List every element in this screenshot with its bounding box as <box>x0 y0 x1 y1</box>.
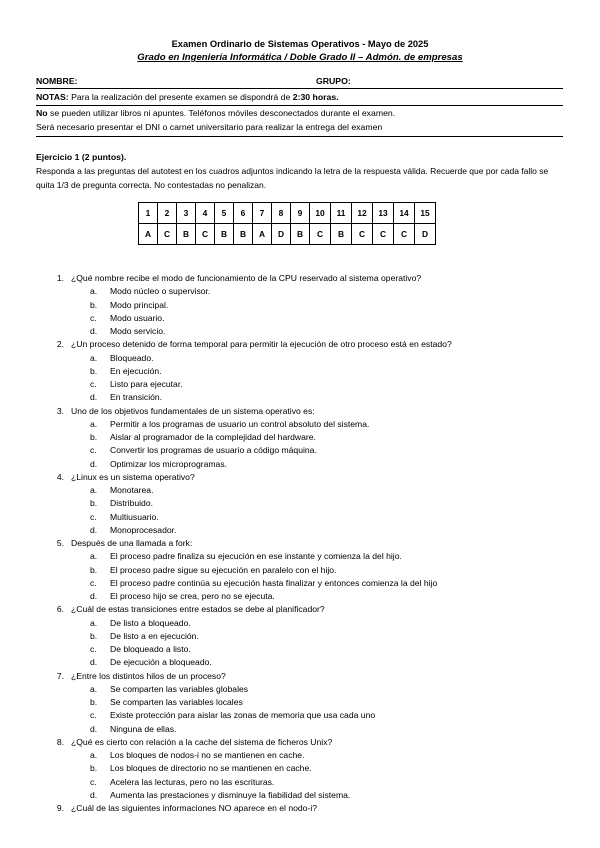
answer-number-cell: 1 <box>139 203 158 224</box>
option-item <box>52 617 572 630</box>
answer-letter-row <box>139 224 436 245</box>
note-materials <box>36 107 563 120</box>
option-text: Monoprocesador. <box>110 524 177 535</box>
option-text: De bloqueado a listo. <box>110 644 191 654</box>
grupo-label: GRUPO: <box>316 76 351 86</box>
question-text: ¿Cuál de estas transiciones entre estados se debe al planificador? <box>71 604 325 615</box>
answer-number-row <box>139 203 436 224</box>
option-letter: a. <box>90 286 98 297</box>
answer-table <box>138 202 436 245</box>
option-letter: b. <box>90 432 98 442</box>
option-item <box>52 577 572 590</box>
option-letter: d. <box>90 458 98 469</box>
question-text: ¿Qué nombre recibe el modo de funcionamiento de la CPU reservado al sistema operativo? <box>71 273 422 283</box>
option-text: El proceso padre finaliza su ejecución en ese instante y comienza la del hijo. <box>110 551 402 562</box>
answer-number-cell: 13 <box>373 203 394 224</box>
option-item <box>52 352 572 365</box>
option-letter: c. <box>90 379 97 389</box>
answer-letter-cell: C <box>196 224 215 245</box>
option-letter: c. <box>90 776 97 787</box>
answer-number-cell: 4 <box>196 203 215 224</box>
option-item <box>52 299 572 312</box>
option-text: Distribuido. <box>110 498 153 509</box>
option-text: Se comparten las variables globales <box>110 683 249 694</box>
option-item <box>52 776 572 789</box>
question-item <box>52 405 572 418</box>
answer-letter-cell: A <box>253 224 272 245</box>
option-letter: d. <box>90 326 98 336</box>
option-letter: d. <box>90 789 98 800</box>
option-text: Modo servicio. <box>110 326 166 336</box>
option-item <box>52 444 572 457</box>
option-item <box>52 378 572 391</box>
question-number: 2. <box>56 339 64 350</box>
option-text: Monotarea. <box>110 485 154 495</box>
option-letter: a. <box>90 551 98 562</box>
answer-letter-cell: B <box>177 224 196 245</box>
option-item <box>52 550 572 563</box>
option-letter: c. <box>90 577 97 588</box>
question-text: Después de una llamada a fork: <box>71 538 193 548</box>
option-text: Aislar al programador de la complejidad del hardware. <box>110 432 316 442</box>
answer-letter-cell: B <box>331 224 352 245</box>
option-item <box>52 683 572 696</box>
option-text: De listo a en ejecución. <box>110 630 199 641</box>
option-text: Aumenta las prestaciones y disminuye la fiabilidad del sistema. <box>110 789 351 800</box>
answer-letter-cell: C <box>158 224 177 245</box>
question-item <box>52 736 572 749</box>
option-text: Modo principal. <box>110 299 169 310</box>
option-item <box>52 762 572 775</box>
option-text: El proceso padre sigue su ejecución en paralelo con el hijo. <box>110 564 337 575</box>
answer-number-cell: 10 <box>310 203 331 224</box>
option-text: De listo a bloqueado. <box>110 617 191 628</box>
answer-letter-cell: C <box>352 224 373 245</box>
option-item <box>52 564 572 577</box>
question-number: 3. <box>56 405 64 416</box>
exam-title: Examen Ordinario de Sistemas Operativos - Mayo de 2025 <box>171 39 429 49</box>
option-letter: a. <box>90 352 98 363</box>
question-item <box>52 802 572 815</box>
option-text: El proceso padre continúa su ejecución hasta finalizar y entonces comienza la del hijo <box>110 577 438 588</box>
option-text: Multiusuario. <box>110 511 159 522</box>
option-text: Modo usuario. <box>110 312 165 323</box>
option-item <box>52 285 572 298</box>
answer-letter-cell: A <box>139 224 158 245</box>
materials-text: se pueden utilizar libros ni apuntes. Teléfonos móviles desconectados durante el examen. <box>47 108 396 118</box>
option-letter: c. <box>90 644 97 654</box>
option-item <box>52 656 572 669</box>
answer-number-cell: 11 <box>331 203 352 224</box>
option-text: Ninguna de ellas. <box>110 723 177 734</box>
option-letter: d. <box>90 591 98 601</box>
answer-number-cell: 6 <box>234 203 253 224</box>
option-item <box>52 723 572 736</box>
question-item <box>52 471 572 484</box>
option-text: Listo para ejecutar. <box>110 379 183 389</box>
option-item <box>52 511 572 524</box>
question-text: ¿Entre los distintos hilos de un proceso? <box>71 670 226 681</box>
question-number: 9. <box>56 803 64 813</box>
question-text: ¿Cuál de las siguientes informaciones NO aparece en el nodo-i? <box>71 803 318 813</box>
option-letter: a. <box>90 750 98 760</box>
question-number: 5. <box>56 538 64 548</box>
option-text: Existe protección para aislar las zonas de memoria que usa cada uno <box>110 710 376 721</box>
option-text: Los bloques de nodos-i no se mantienen en cache. <box>110 750 305 760</box>
answer-number-cell: 5 <box>215 203 234 224</box>
question-text: ¿Un proceso detenido de forma temporal para permitir la ejecución de otro proceso está en estado? <box>71 339 452 350</box>
option-letter: a. <box>90 418 98 429</box>
option-letter: d. <box>90 392 98 403</box>
option-letter: b. <box>90 763 98 774</box>
option-item <box>52 431 572 444</box>
option-text: De ejecución a bloqueado. <box>110 657 212 668</box>
nombre-label: NOMBRE: <box>36 76 78 86</box>
exam-subtitle: Grado en Ingeniería Informática / Doble Grado II – Admón. de empresas <box>137 52 463 63</box>
answer-letter-cell: B <box>215 224 234 245</box>
note-id: Será necesario presentar el DNI o carnet universitario para realizar la entrega del examen <box>36 122 383 132</box>
option-item <box>52 749 572 762</box>
option-item <box>52 696 572 709</box>
exercise-title: Ejercicio 1 (2 puntos). <box>36 152 127 162</box>
option-letter: b. <box>90 299 98 310</box>
question-item <box>52 670 572 683</box>
question-text: Uno de los objetivos fundamentales de un sistema operativo es: <box>71 405 315 416</box>
answer-letter-cell: B <box>291 224 310 245</box>
option-item <box>52 709 572 722</box>
option-text: Los bloques de directorio no se mantienen en cache. <box>110 763 312 774</box>
option-item <box>52 524 572 537</box>
option-text: El proceso hijo se crea, pero no se ejecuta. <box>110 591 275 601</box>
option-text: Bloqueado. <box>110 352 154 363</box>
answer-number-cell: 8 <box>272 203 291 224</box>
answer-letter-cell: C <box>373 224 394 245</box>
option-letter: d. <box>90 524 98 535</box>
option-text: Optimizar los microprogramas. <box>110 458 227 469</box>
option-item <box>52 497 572 510</box>
option-text: Permitir a los programas de usuario un control absoluto del sistema. <box>110 418 370 429</box>
answer-number-cell: 14 <box>394 203 415 224</box>
question-text: ¿Linux es un sistema operativo? <box>71 471 195 482</box>
answer-letter-cell: D <box>415 224 436 245</box>
option-item <box>52 312 572 325</box>
option-letter: c. <box>90 445 97 456</box>
option-letter: b. <box>90 365 98 376</box>
option-letter: a. <box>90 617 98 628</box>
no-label: No <box>36 108 48 118</box>
answer-number-cell: 12 <box>352 203 373 224</box>
option-letter: b. <box>90 630 98 641</box>
option-letter: b. <box>90 697 98 707</box>
option-item <box>52 365 572 378</box>
option-text: En transición. <box>110 392 163 403</box>
option-item <box>52 643 572 656</box>
option-item <box>52 391 572 404</box>
option-letter: d. <box>90 723 98 734</box>
answer-number-cell: 7 <box>253 203 272 224</box>
exam-duration: 2:30 horas. <box>292 92 339 102</box>
option-item <box>52 484 572 497</box>
option-item <box>52 630 572 643</box>
option-text: Acelera las lecturas, pero no las escrituras. <box>110 776 275 787</box>
option-letter: c. <box>90 312 97 323</box>
question-number: 4. <box>56 471 64 482</box>
answer-number-cell: 9 <box>291 203 310 224</box>
option-item <box>52 458 572 471</box>
option-text: Convertir los programas de usuario a código máquina. <box>110 445 317 456</box>
answer-number-cell: 3 <box>177 203 196 224</box>
exercise-description: Responda a las preguntas del autotest en los cuadros adjuntos indicando la letra de la respuesta válida. Recuerde que por cada fallo se quita 1/3 de pregunta correcta. No contestadas no penalizan. <box>36 166 549 190</box>
answer-number-cell: 2 <box>158 203 177 224</box>
question-number: 6. <box>56 604 64 615</box>
option-text: Se comparten las variables locales <box>110 697 243 707</box>
answer-letter-cell: C <box>394 224 415 245</box>
question-item <box>52 537 572 550</box>
option-letter: c. <box>90 710 97 721</box>
question-item <box>52 338 572 351</box>
option-letter: c. <box>90 511 97 522</box>
answer-letter-cell: D <box>272 224 291 245</box>
question-number: 8. <box>56 736 64 747</box>
option-text: Modo núcleo o supervisor. <box>110 286 211 297</box>
option-letter: a. <box>90 683 98 694</box>
option-letter: b. <box>90 564 98 575</box>
notes-label: NOTAS: <box>36 92 69 102</box>
option-letter: d. <box>90 657 98 668</box>
question-number: 7. <box>56 670 64 681</box>
answer-letter-cell: B <box>234 224 253 245</box>
question-number: 1. <box>56 273 64 283</box>
answer-number-cell: 15 <box>415 203 436 224</box>
question-item <box>52 272 572 285</box>
notes-text: Para la realización del presente examen se dispondrá de <box>68 92 293 102</box>
question-item <box>52 603 572 616</box>
option-letter: b. <box>90 498 98 509</box>
note-time <box>36 91 563 106</box>
option-item <box>52 590 572 603</box>
question-list <box>52 272 572 815</box>
option-item <box>52 789 572 802</box>
student-info-row <box>36 76 563 89</box>
option-text: En ejecución. <box>110 365 162 376</box>
option-item <box>52 418 572 431</box>
question-text: ¿Qué es cierto con relación a la cache del sistema de ficheros Unix? <box>71 736 333 747</box>
option-item <box>52 325 572 338</box>
option-letter: a. <box>90 485 98 495</box>
answer-letter-cell: C <box>310 224 331 245</box>
